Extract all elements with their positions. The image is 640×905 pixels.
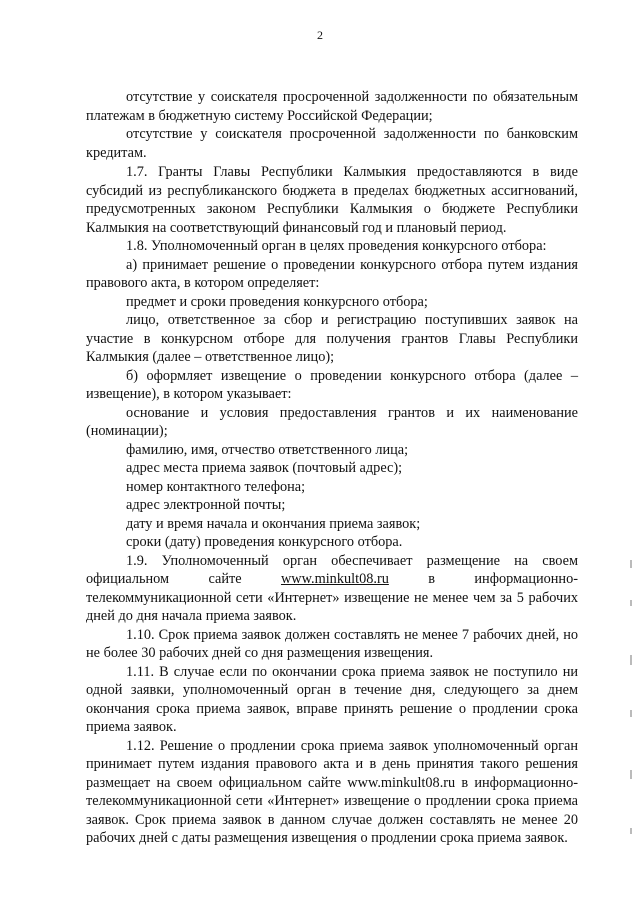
paragraph-bank-debt: отсутствие у соискателя просроченной задолженности по банковским кредитам. — [86, 126, 578, 161]
paragraph-1-7: 1.7. Гранты Главы Республики Калмыкия предоставляются в виде субсидий из республиканского бюджета в пределах бюджетных ассигнований, предусмотренных законом Республики Калмыкия о бюджете Республики Калмыкия на соответствующий финансовый год и плановый период. — [86, 164, 578, 236]
paragraph-1-11: 1.11. В случае если по окончании срока приема заявок не поступило ни одной заявки, уполномоченный орган в течение дня, следующего за днем окончания срока приема заявок, вправе принять решение о продлении срока приема заявок. — [86, 663, 578, 735]
paragraph-1-8-b: б) оформляет извещение о проведении конкурсного отбора (далее – извещение), в котором указывает: — [86, 367, 578, 402]
paragraph-1-9 — [86, 552, 578, 626]
paragraph-phone: номер контактного телефона; — [126, 478, 306, 495]
paragraph-1-12: 1.12. Решение о продлении срока приема заявок уполномоченный орган принимает путем издания правового акта и в день принятия такого решения размещает на своем официальном сайте www.minkult08.ru в информационно-телекоммуникационной сети «Интернет» извещение о продлении срока приема заявок. Срок приема заявок в данном случае должен составлять не менее 20 рабочих дней с даты размещения извещения о продлении срока приема заявок. — [86, 737, 578, 846]
paragraph-subject-dates: предмет и сроки проведения конкурсного отбора; — [126, 293, 428, 310]
paragraph-full-name: фамилию, имя, отчество ответственного лица; — [126, 441, 409, 458]
paragraph-tax-debt: отсутствие у соискателя просроченной задолженности по обязательным платежам в бюджетную систему Российской Федерации; — [86, 89, 578, 124]
scan-edge-marks — [630, 560, 632, 860]
paragraph-1-8: 1.8. Уполномоченный орган в целях проведения конкурсного отбора: — [126, 238, 547, 254]
paragraph-grounds: основание и условия предоставления грантов и их наименование (номинации); — [86, 404, 578, 439]
paragraph-postal-address: адрес места приема заявок (почтовый адрес); — [126, 460, 403, 476]
paragraph-1-9-text-a: 1.9. Уполномоченный орган обеспечивает размещение на своем официальном сайте — [86, 552, 578, 587]
paragraph-1-10: 1.10. Срок приема заявок должен составлять не менее 7 рабочих дней, но не более 30 рабочих дней со дня размещения извещения. — [86, 626, 578, 661]
document-body — [86, 88, 578, 848]
paragraph-datetime: дату и время начала и окончания приема заявок; — [126, 515, 421, 532]
paragraph-dates: сроки (дату) проведения конкурсного отбора. — [126, 534, 403, 550]
paragraph-email: адрес электронной почты; — [126, 497, 286, 513]
paragraph-1-8-a: а) принимает решение о проведении конкурсного отбора путем издания правового акта, в котором определяет: — [86, 256, 578, 291]
page-number: 2 — [317, 28, 323, 42]
paragraph-responsible-person: лицо, ответственное за сбор и регистрацию поступивших заявок на участие в конкурсном отборе для получения грантов Главы Республики Калмыкия (далее – ответственное лицо); — [86, 312, 578, 365]
paragraph-1-9-text-b: в информационно-телекоммуникационной сети «Интернет» извещение не менее чем за 5 рабочих дней до дня начала приема заявок. — [86, 571, 578, 624]
website-link[interactable]: www.minkult08.ru — [280, 571, 389, 587]
